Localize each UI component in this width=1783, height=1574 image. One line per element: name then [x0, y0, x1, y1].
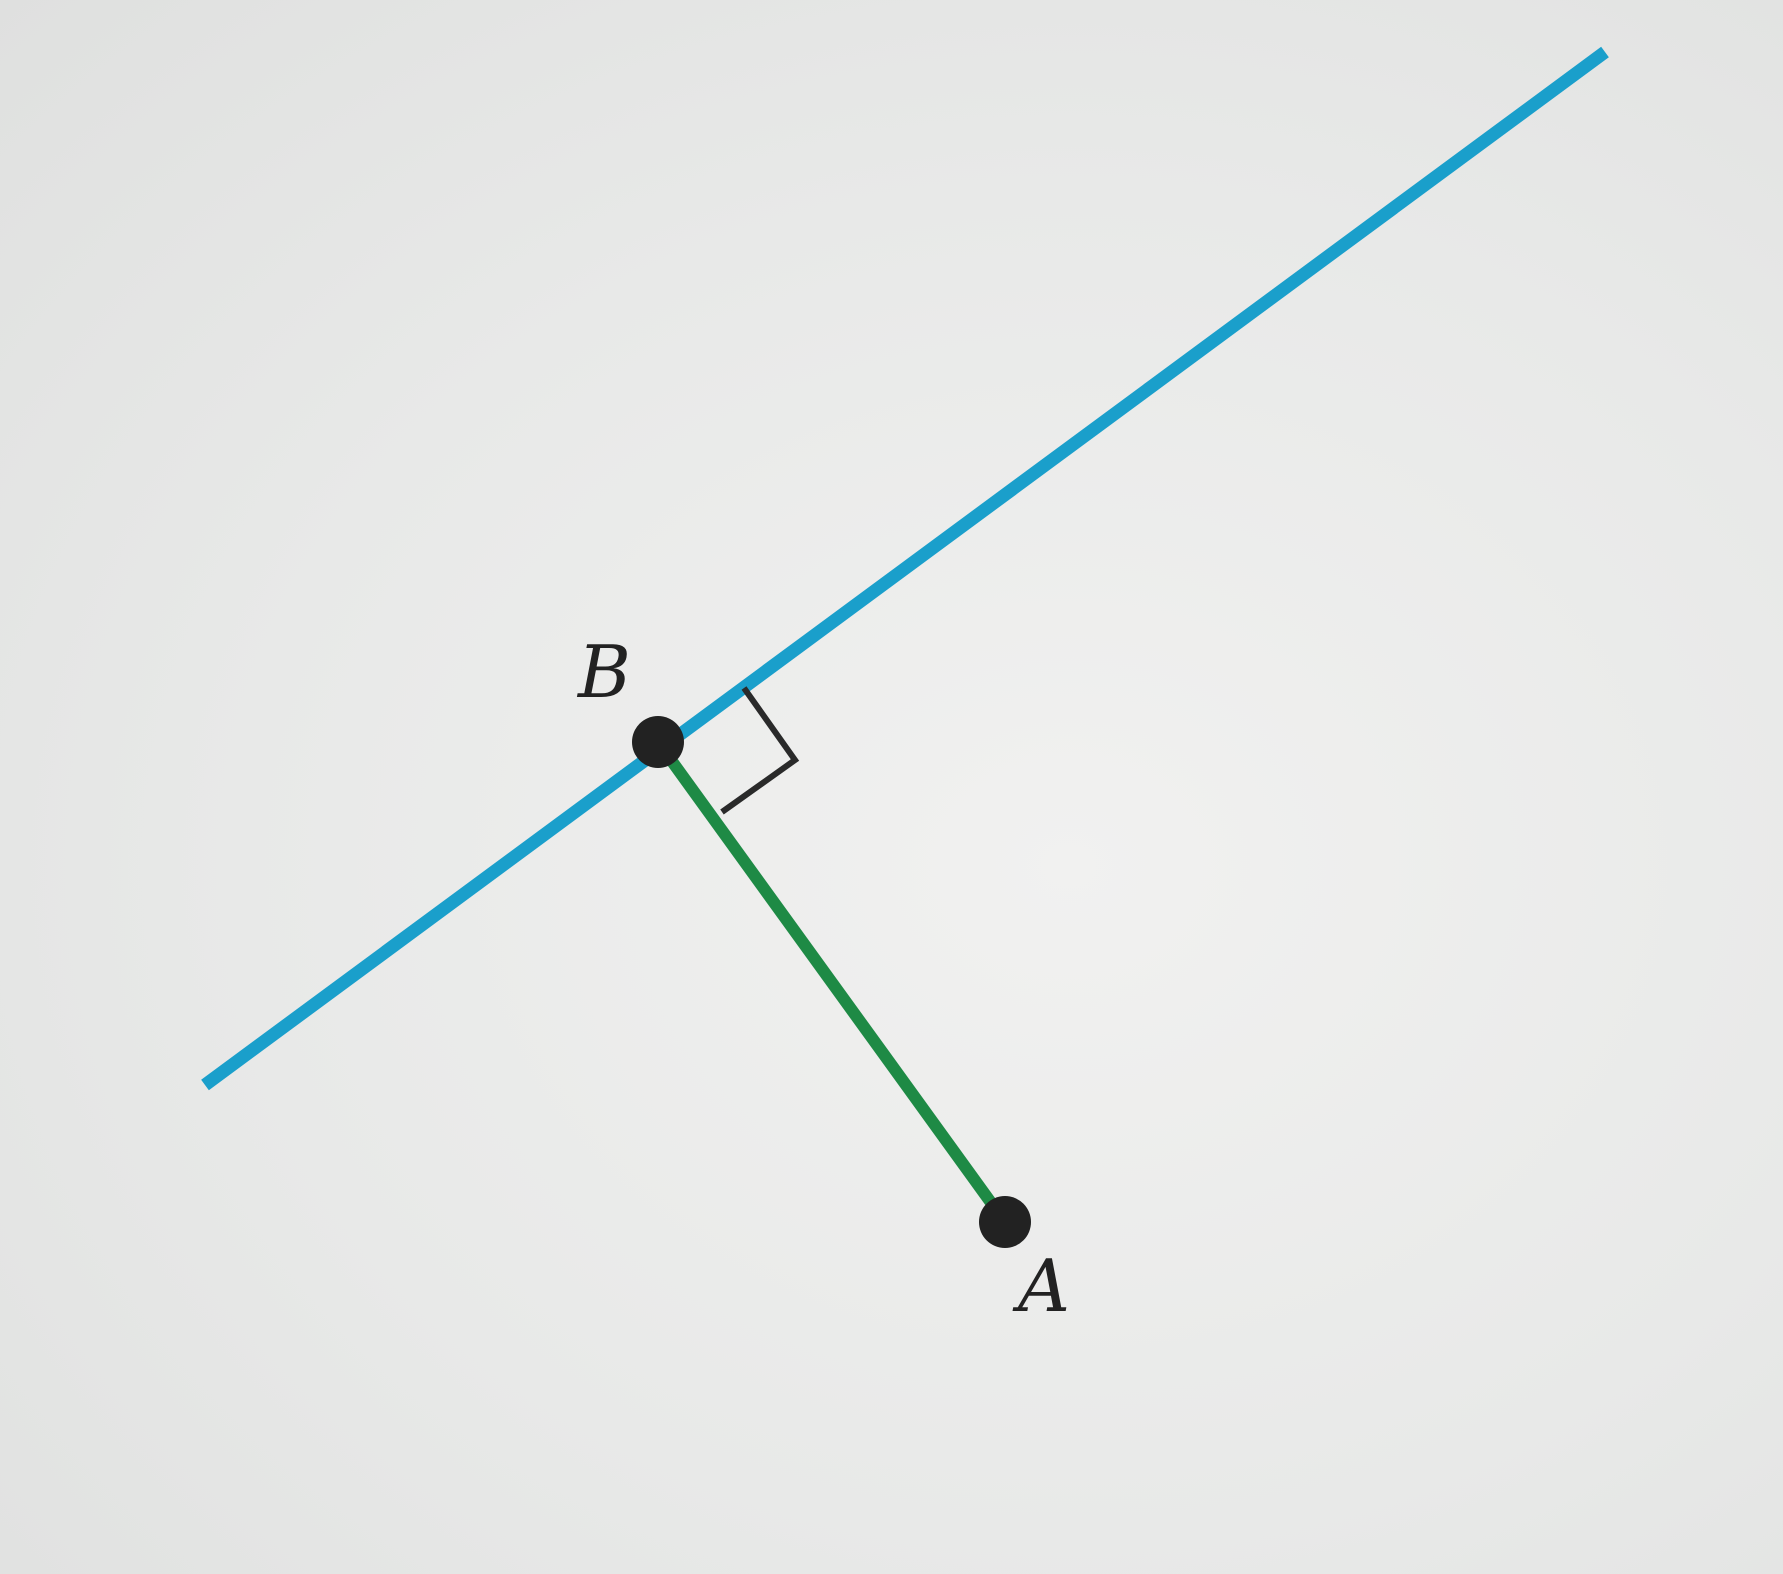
point-b-label: B	[578, 630, 631, 714]
segment-ab	[658, 742, 1005, 1222]
point-a-label: A	[1018, 1244, 1070, 1328]
point-a	[979, 1196, 1031, 1248]
point-b	[632, 716, 684, 768]
right-angle-mark	[722, 688, 795, 812]
line-through-b	[205, 52, 1605, 1085]
